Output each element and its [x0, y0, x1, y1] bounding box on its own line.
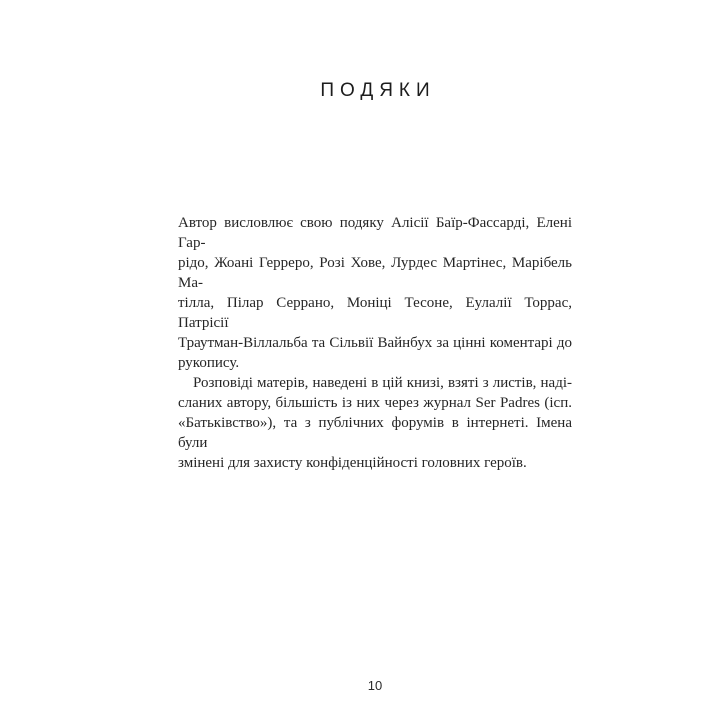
text-line: Розповіді матерів, наведені в цій книзі, взяті з листів, наді-	[193, 375, 572, 391]
text-line: змінені для захисту конфіденційності головних героїв.	[178, 455, 527, 471]
text-line: сланих автору, більшість із них через журнал Ser Padres (ісп.	[178, 395, 572, 411]
text-line: Траутман-Віллальба та Сільвії Вайнбух за цінні коментарі до	[178, 335, 572, 351]
body-text	[178, 213, 572, 473]
text-line: Автор висловлює свою подяку Алісії Баїр-Фассарді, Елені Гар-	[178, 215, 572, 251]
text-line: «Батьківство»), та з публічних форумів в інтернеті. Імена були	[178, 415, 572, 451]
page-title: ПОДЯКИ	[320, 80, 436, 101]
text-line: тілла, Пілар Серрано, Моніці Тесоне, Еулалії Торрас, Патрісії	[178, 295, 572, 331]
paragraph-sources	[178, 373, 572, 473]
text-line: рукопису.	[178, 355, 240, 371]
paragraph-acknowledgments	[178, 213, 572, 373]
text-line: рідо, Жоані Герреро, Розі Хове, Лурдес Мартінес, Марібель Ма-	[178, 255, 572, 291]
page-number: 10	[367, 678, 383, 693]
